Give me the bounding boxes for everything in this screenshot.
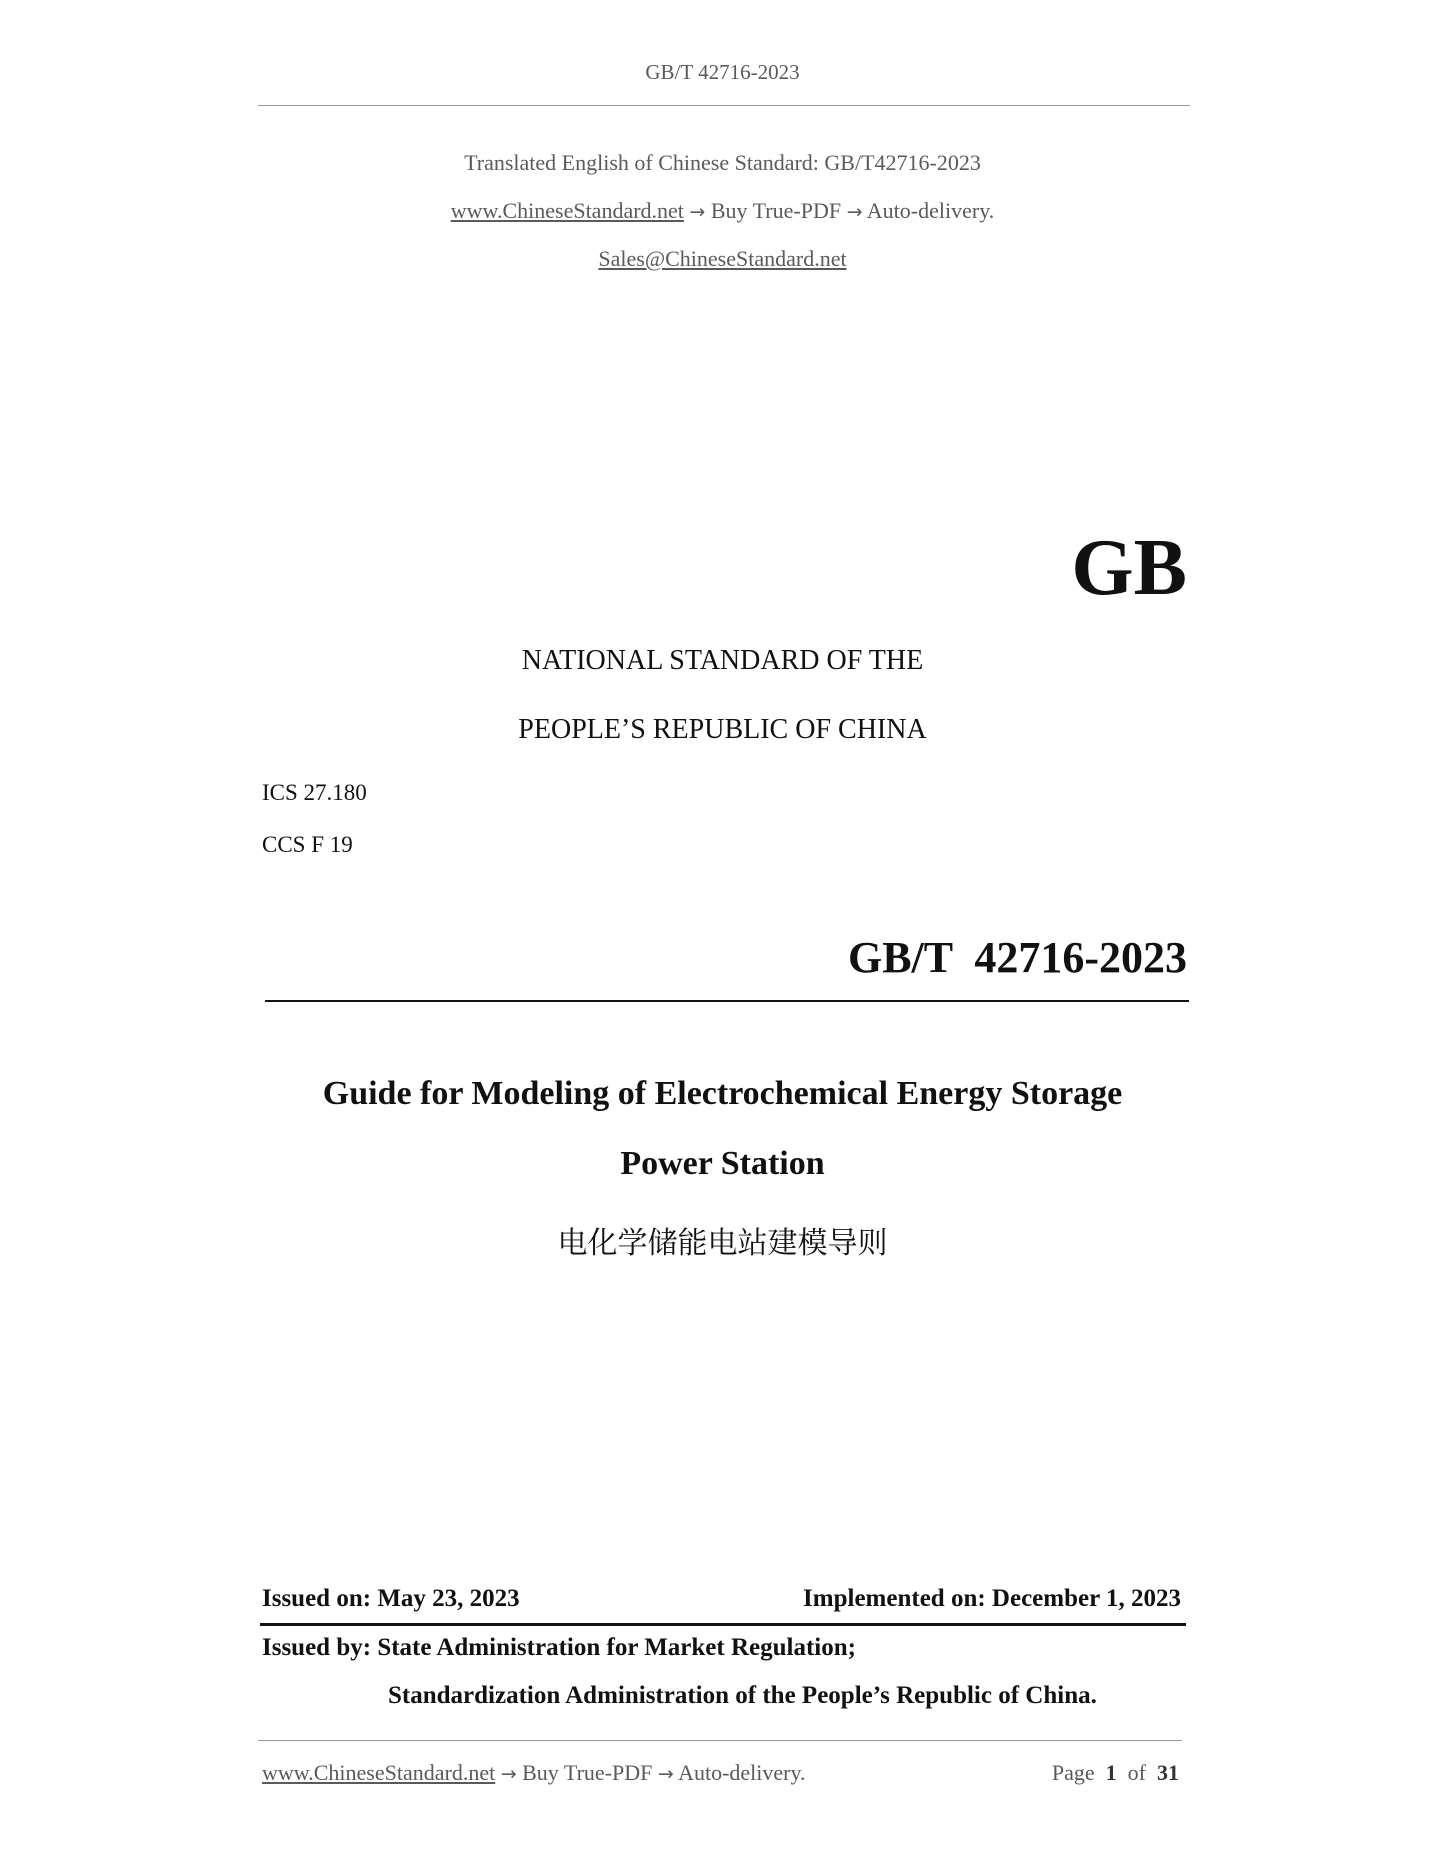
footer-buy-true-pdf-text: Buy True-PDF [522, 1760, 653, 1785]
national-standard-line1: NATIONAL STANDARD OF THE [521, 645, 924, 676]
page-label: Page [1051, 1760, 1095, 1785]
buy-true-pdf-text: Buy True-PDF [710, 198, 842, 223]
gb-mark: GB [1071, 524, 1187, 612]
chinese-title: 电化学储能电站建模导则 [557, 1226, 888, 1261]
site-link[interactable]: www.ChineseStandard.net [450, 198, 684, 223]
issued-by-line2: Standardization Administration of the People’s Republic of China. [388, 1682, 1097, 1709]
document-title-line2: Power Station [620, 1145, 825, 1182]
document-title-line1: Guide for Modeling of Electrochemical Energy Storage [322, 1075, 1123, 1112]
email-line [0, 246, 1445, 272]
of-label: of [1127, 1760, 1146, 1785]
issue-rule [260, 1623, 1186, 1626]
footer-site-link[interactable]: www.ChineseStandard.net [262, 1760, 496, 1785]
arrow-right-icon: → [657, 1763, 674, 1785]
standard-number: GB/T 42716-2023 [847, 933, 1187, 982]
ccs-code: CCS F 19 [262, 832, 353, 857]
running-header: GB/T 42716-2023 [645, 60, 800, 84]
standard-number-rule [265, 1000, 1189, 1002]
issued-on: Issued on: May 23, 2023 [262, 1585, 520, 1612]
issued-by-line1: Issued by: State Administration for Market Regulation; [262, 1634, 856, 1661]
footer-promo [262, 1760, 806, 1786]
footer-divider [258, 1740, 1182, 1741]
promo-line [0, 198, 1445, 224]
ics-code: ICS 27.180 [262, 780, 367, 805]
national-standard-line2: PEOPLE’S REPUBLIC OF CHINA [518, 714, 927, 745]
auto-delivery-text: Auto-delivery. [866, 198, 995, 223]
arrow-right-icon: → [846, 201, 863, 223]
implemented-on: Implemented on: December 1, 2023 [803, 1585, 1181, 1612]
page-number: 1 [1105, 1760, 1117, 1785]
arrow-right-icon: → [500, 1763, 517, 1785]
header-divider [258, 105, 1190, 106]
translated-line: Translated English of Chinese Standard: GB/T42716-2023 [464, 150, 981, 175]
arrow-right-icon: → [689, 201, 706, 223]
total-pages: 31 [1157, 1760, 1179, 1785]
sales-email-link[interactable]: Sales@ChineseStandard.net [598, 246, 847, 271]
footer-auto-delivery-text: Auto-delivery. [678, 1760, 806, 1785]
page-indicator [1052, 1760, 1179, 1786]
